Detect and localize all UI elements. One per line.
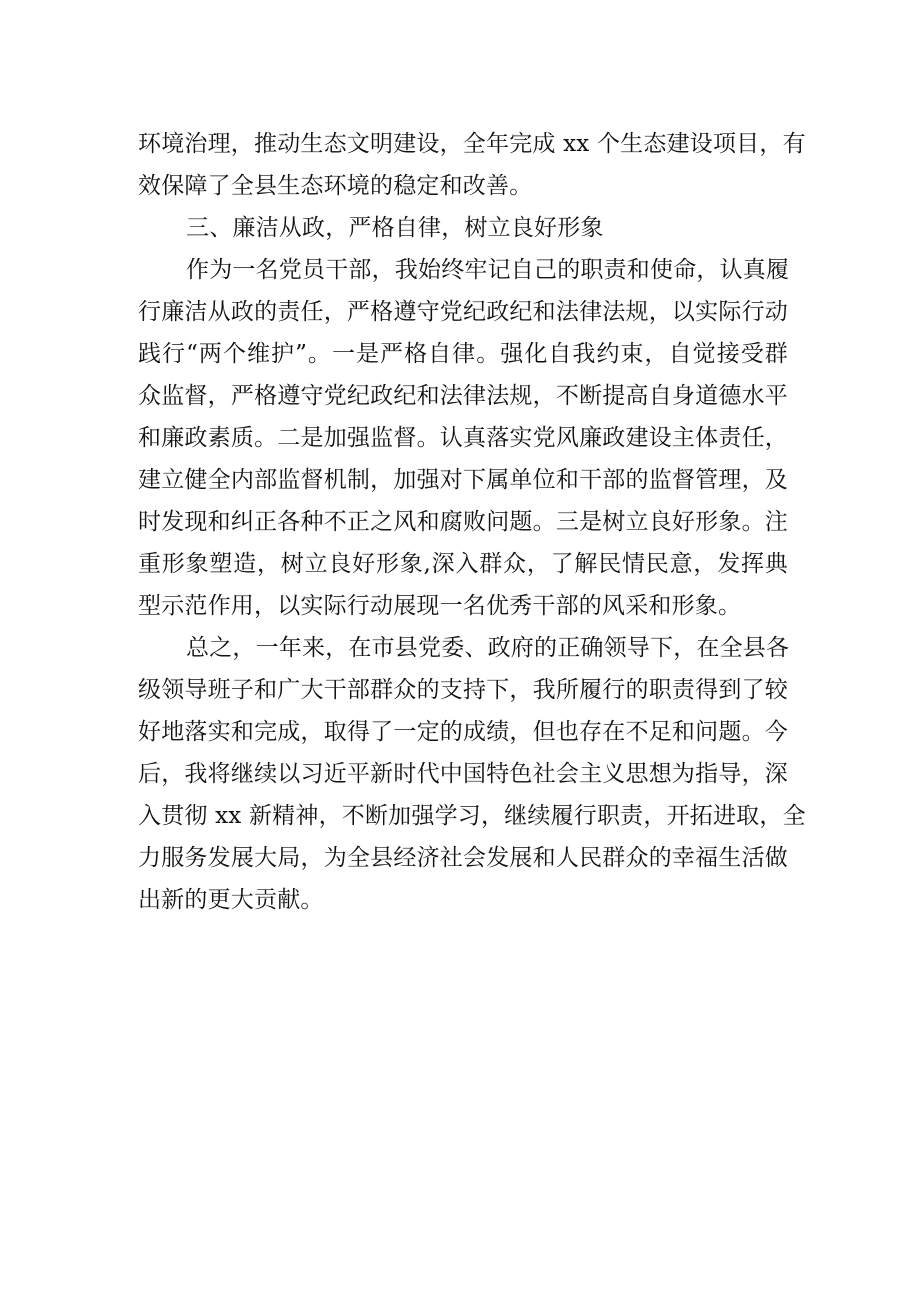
paragraph-line: 作为一名党员干部，我始终牢记自己的职责和使命，认真履 xyxy=(186,257,790,283)
paragraph-line: 行廉洁从政的责任，严格遵守党纪政纪和法律法规，以实际行动 xyxy=(138,299,788,325)
document-body xyxy=(138,123,806,921)
paragraph-line: 建立健全内部监督机制，加强对下属单位和干部的监督管理，及 xyxy=(138,467,788,493)
paragraph-line: 后，我将继续以习近平新时代中国特色社会主义思想为指导，深 xyxy=(138,761,788,787)
paragraph-line: 时发现和纠正各种不正之风和腐败问题。三是树立良好形象。注 xyxy=(138,509,788,535)
paragraph-line: 好地落实和完成，取得了一定的成绩，但也存在不足和问题。今 xyxy=(138,719,788,745)
paragraph-line: 和廉政素质。二是加强监督。认真落实党风廉政建设主体责任， xyxy=(138,425,788,451)
paragraph-line: 效保障了全县生态环境的稳定和改善。 xyxy=(138,173,533,199)
paragraph-line: 总之，一年来，在市县党委、政府的正确领导下，在全县各 xyxy=(186,635,790,661)
paragraph-line: 型示范作用，以实际行动展现一名优秀干部的风采和形象。 xyxy=(138,593,742,619)
paragraph-line: 重形象塑造，树立良好形象,深入群众，了解民情民意，发挥典 xyxy=(138,551,788,577)
paragraph-line: 级领导班子和广大干部群众的支持下，我所履行的职责得到了较 xyxy=(138,677,788,703)
paragraph-line: 出新的更大贡献。 xyxy=(138,887,324,913)
paragraph-line: 入贯彻 xx 新精神，不断加强学习，继续履行职责，开拓进取，全 xyxy=(138,803,806,829)
section-heading: 三、廉洁从政，严格自律，树立良好形象 xyxy=(186,215,604,241)
paragraph-line: 力服务发展大局，为全县经济社会发展和人民群众的幸福生活做 xyxy=(138,845,788,871)
paragraph-line: 环境治理，推动生态文明建设，全年完成 xx 个生态建设项目，有 xyxy=(138,131,806,157)
paragraph-line: 众监督，严格遵守党纪政纪和法律法规，不断提高自身道德水平 xyxy=(138,383,788,409)
paragraph-line: 践行“两个维护”。一是严格自律。强化自我约束，自觉接受群 xyxy=(138,341,788,367)
